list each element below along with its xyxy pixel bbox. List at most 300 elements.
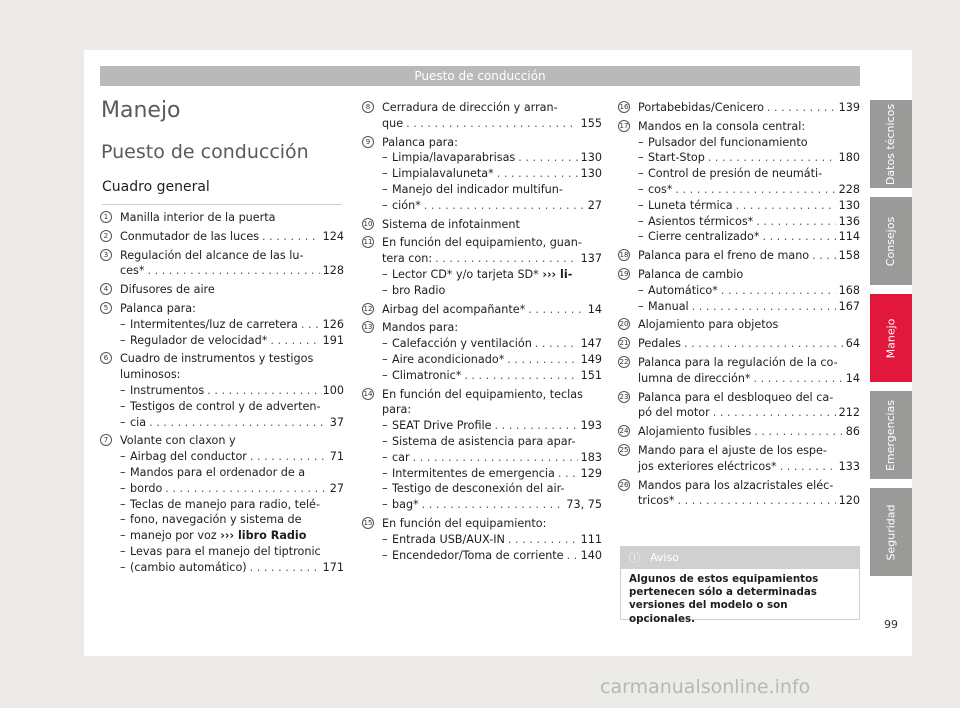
legend-text: – Manejo del indicador multifun-: [392, 182, 563, 196]
legend-text: – Entrada USB/AUX-IN: [392, 532, 505, 546]
legend-item: [100, 229, 344, 245]
legend-line: [638, 371, 860, 387]
side-tab-label: Consejos: [884, 216, 898, 266]
legend-item: [100, 282, 344, 298]
legend-subline: [382, 150, 602, 166]
legend-number: 15: [363, 518, 373, 527]
legend-subline: [382, 418, 602, 434]
legend-number: 8: [362, 101, 374, 113]
page-reference[interactable]: 130: [580, 151, 602, 165]
legend-subline: [382, 283, 602, 299]
legend-subline: [638, 182, 860, 198]
legend-line: [382, 302, 602, 318]
legend-number: 13: [363, 323, 373, 332]
page-header-bar: Puesto de conducción: [100, 66, 860, 86]
legend-number: 12: [363, 304, 373, 313]
legend-line: [638, 248, 860, 264]
legend-number: 19: [619, 269, 629, 278]
legend-text: Manilla interior de la puerta: [120, 211, 276, 224]
legend-line: [638, 390, 860, 406]
legend-item: [618, 317, 860, 333]
legend-text: que: [382, 116, 404, 130]
leader-dots: [535, 336, 578, 352]
leader-dots: [497, 166, 578, 182]
legend-text: – Cierre centralizado*: [648, 230, 760, 244]
side-tab-manejo[interactable]: [870, 294, 912, 382]
leader-dots: [149, 415, 327, 431]
side-tab-label: Seguridad: [884, 504, 898, 560]
page-reference[interactable]: 140: [580, 548, 602, 562]
legend-text: – Mandos para el ordenador de a: [130, 465, 306, 479]
legend-subline: [638, 299, 860, 315]
legend-text: En función del equipamiento, guan-: [382, 236, 582, 250]
page-reference[interactable]: 124: [322, 229, 344, 243]
legend-number: 2: [100, 230, 112, 242]
leader-dots: [301, 317, 320, 333]
page-reference[interactable]: 191: [322, 333, 344, 347]
page-reference[interactable]: 73, 75: [566, 498, 602, 512]
legend-item: [618, 390, 860, 422]
chapter-title: Manejo: [101, 98, 181, 123]
legend-text: – Automático*: [648, 283, 718, 297]
info-icon: ⓘ: [629, 551, 640, 564]
legend-item: [618, 443, 860, 475]
leader-dots: [518, 150, 577, 166]
page-reference[interactable]: 136: [838, 214, 860, 228]
legend-text: – bag*: [392, 498, 419, 512]
leader-dots: [678, 493, 836, 509]
legend-text: Palanca para:: [382, 135, 458, 149]
legend-line: [638, 267, 860, 283]
legend-subline: [120, 528, 344, 544]
legend-text: – Aire acondicionado*: [392, 352, 505, 366]
legend-subline: [120, 399, 344, 415]
legend-subline: [638, 214, 860, 230]
legend-text: – bro Radio: [392, 283, 446, 297]
legend-text: – Calefacción y ventilación: [392, 337, 532, 351]
legend-number: 3: [100, 249, 112, 261]
leader-dots: [767, 100, 836, 116]
legend-text: Volante con claxon y: [120, 434, 236, 448]
legend-text: Cuadro de instrumentos y testigos: [120, 352, 314, 366]
legend-line: [638, 493, 860, 509]
legend-item: [618, 478, 860, 510]
legend-text: – cos*: [648, 182, 673, 196]
legend-subline: [120, 512, 344, 528]
legend-item: [362, 387, 602, 513]
leader-dots: [780, 459, 836, 475]
page-reference[interactable]: 14: [845, 371, 860, 385]
legend-number: 20: [619, 320, 629, 329]
legend-number: 6: [100, 352, 112, 364]
page-reference[interactable]: 193: [580, 419, 602, 433]
legend-column-3: [618, 100, 860, 512]
page-reference[interactable]: 71: [329, 450, 344, 464]
legend-subline: [382, 352, 602, 368]
leader-dots: [756, 214, 835, 230]
subsection-title: Cuadro general: [102, 179, 210, 195]
legend-item: [362, 217, 602, 233]
legend-line: [382, 135, 602, 151]
leader-dots: [507, 352, 577, 368]
legend-number: 22: [619, 357, 629, 366]
legend-item: [100, 351, 344, 430]
legend-text: jos exteriores eléctricos*: [638, 459, 777, 473]
leader-dots: [508, 532, 578, 548]
legend-text: – Start-Stop: [648, 151, 705, 165]
legend-number: 24: [619, 427, 629, 436]
legend-text: Palanca de cambio: [638, 267, 744, 281]
legend-text: tricos*: [638, 494, 675, 508]
legend-subline: [120, 560, 344, 576]
legend-text: Alojamiento para objetos: [638, 318, 779, 332]
legend-column-2: [362, 100, 602, 566]
legend-subline: [382, 267, 602, 283]
legend-line: [382, 387, 602, 403]
legend-subline: [382, 466, 602, 482]
page-reference[interactable]: 147: [580, 337, 602, 351]
legend-number: 17: [619, 121, 629, 130]
legend-text: Difusores de aire: [120, 283, 215, 297]
legend-number: 16: [619, 103, 629, 111]
legend-number: 26: [619, 480, 629, 489]
legend-text: – Lector CD* y/o tarjeta SD* ››› li-: [392, 267, 573, 281]
subsection-rule: [102, 204, 342, 205]
legend-text: – Limpialavaluneta*: [392, 167, 494, 181]
legend-item: [362, 302, 602, 318]
legend-line: [382, 235, 602, 251]
legend-text: – ción*: [392, 198, 421, 212]
leader-dots: [413, 450, 578, 466]
legend-text: – Instrumentos: [130, 383, 205, 397]
legend-subline: [120, 333, 344, 349]
page-reference[interactable]: 171: [322, 560, 344, 574]
leader-dots: [147, 263, 319, 279]
legend-subline: [120, 497, 344, 513]
legend-text: – cia: [130, 415, 147, 429]
legend-item: [618, 119, 860, 245]
notice-body: Algunos de estos equipamientos pertenecen sólo a determinadas versiones del modelo o son opcionales.: [629, 573, 819, 625]
leader-dots: [736, 198, 836, 214]
legend-text: – Testigos de control y de adverten-: [130, 399, 321, 413]
legend-text: En función del equipamiento, teclas: [382, 387, 583, 401]
legend-line: [382, 320, 602, 336]
legend-subline: [382, 166, 602, 182]
legend-item: [618, 355, 860, 387]
page-reference[interactable]: 128: [322, 264, 344, 278]
legend-text: Mandos en la consola central:: [638, 119, 806, 133]
legend-text: En función del equipamiento:: [382, 516, 547, 530]
legend-text: Conmutador de las luces: [120, 229, 260, 243]
legend-text: – Limpia/lavaparabrisas: [392, 151, 516, 165]
legend-subline: [382, 481, 602, 497]
legend-item: [618, 100, 860, 116]
leader-dots: [406, 116, 578, 132]
legend-text: – Manual: [648, 299, 689, 313]
page-reference[interactable]: 139: [838, 101, 860, 114]
leader-dots: [558, 466, 578, 482]
legend-line: [382, 516, 602, 532]
legend-number: 14: [363, 389, 373, 398]
legend-text: Sistema de infotainment: [382, 217, 520, 231]
legend-line: [638, 459, 860, 475]
legend-subline: [638, 283, 860, 299]
legend-number: 21: [619, 339, 629, 348]
legend-text: – Climatronic*: [392, 368, 462, 382]
legend-number: 7: [100, 434, 112, 446]
legend-text: Mandos para:: [382, 321, 459, 335]
legend-number: 25: [619, 445, 629, 454]
notice-title: Aviso: [650, 551, 679, 564]
legend-text: tera con:: [382, 252, 433, 266]
leader-dots: [435, 251, 578, 267]
legend-subline: [382, 497, 602, 513]
legend-subline: [638, 229, 860, 245]
legend-line: [120, 229, 344, 245]
legend-number: 5: [100, 302, 112, 314]
legend-line: [638, 424, 860, 440]
leader-dots: [270, 333, 319, 349]
legend-item: [362, 135, 602, 214]
legend-text: – Testigo de desconexión del air-: [392, 482, 565, 496]
legend-text: lumna de dirección*: [638, 371, 751, 385]
legend-subline: [638, 135, 860, 151]
side-tab-consejos[interactable]: [870, 197, 912, 285]
legend-number: 9: [362, 136, 374, 148]
legend-column-1: [100, 210, 344, 579]
page-reference[interactable]: 155: [580, 116, 602, 130]
side-tab-emergencias[interactable]: [870, 391, 912, 479]
legend-line: [382, 116, 602, 132]
legend-item: [618, 336, 860, 352]
legend-line: [120, 210, 344, 226]
legend-text: pó del motor: [638, 406, 710, 420]
legend-text: Pedales: [638, 337, 682, 351]
legend-text: Mandos para los alzacristales eléc-: [638, 478, 834, 492]
legend-line: [638, 405, 860, 421]
leader-dots: [495, 418, 578, 434]
leader-dots: [528, 302, 585, 318]
legend-subline: [120, 481, 344, 497]
legend-text: luminosos:: [120, 368, 181, 382]
legend-number: 23: [619, 392, 629, 401]
legend-line: [638, 355, 860, 371]
legend-item: [618, 267, 860, 314]
legend-subline: [120, 449, 344, 465]
page-reference[interactable]: 129: [580, 466, 602, 480]
legend-text: para:: [382, 403, 412, 417]
legend-subline: [382, 198, 602, 214]
legend-item: [100, 301, 344, 348]
legend-line: [120, 301, 344, 317]
legend-item: [618, 248, 860, 264]
side-tab-label: Manejo: [884, 318, 898, 358]
legend-subline: [120, 544, 344, 560]
legend-text: – Levas para el manejo del tiptronic: [130, 544, 321, 558]
legend-text: ces*: [120, 264, 145, 278]
legend-line: [382, 251, 602, 267]
page-reference[interactable]: 183: [580, 450, 602, 464]
page-reference[interactable]: 114: [838, 230, 860, 244]
side-tab-label: Emergencias: [884, 399, 898, 471]
page-reference[interactable]: 228: [838, 182, 860, 196]
legend-item: [100, 210, 344, 226]
legend-subline: [120, 465, 344, 481]
legend-subline: [382, 450, 602, 466]
legend-text: – Airbag del conductor: [130, 450, 247, 464]
legend-subline: [382, 434, 602, 450]
legend-text: – Pulsador del funcionamiento: [648, 135, 808, 149]
legend-subline: [120, 415, 344, 431]
leader-dots: [207, 383, 319, 399]
page-reference[interactable]: 167: [838, 299, 860, 313]
legend-text: – fono, navegación y sistema de: [130, 513, 302, 527]
page-reference[interactable]: 212: [838, 406, 860, 420]
page-reference[interactable]: 86: [845, 425, 860, 439]
page-reference[interactable]: 158: [838, 249, 860, 263]
leader-dots: [464, 368, 577, 384]
legend-item: [362, 516, 602, 563]
notice-box: [620, 546, 860, 625]
legend-text: – Control de presión de neumáti-: [648, 167, 823, 181]
legend-line: [120, 263, 344, 279]
page-reference[interactable]: 133: [838, 459, 860, 473]
legend-subline: [382, 368, 602, 384]
section-title: Puesto de conducción: [101, 141, 309, 163]
legend-subline: [382, 532, 602, 548]
legend-number: 4: [100, 283, 112, 295]
legend-text: Palanca para la regulación de la co-: [638, 355, 838, 369]
legend-text: Palanca para:: [120, 301, 196, 315]
leader-dots: [165, 481, 326, 497]
legend-subline: [382, 336, 602, 352]
legend-line: [638, 119, 860, 135]
page-reference[interactable]: 151: [580, 368, 602, 382]
legend-text: – Encendedor/Toma de corriente: [392, 548, 564, 562]
legend-text: – bordo: [130, 481, 163, 495]
legend-line: [382, 100, 602, 116]
page-reference[interactable]: 14: [587, 302, 602, 316]
notice-header: [621, 547, 859, 569]
page-reference[interactable]: 120: [838, 494, 860, 508]
legend-line: [120, 248, 344, 264]
legend-subline: [638, 166, 860, 182]
legend-text: – manejo por voz ››› libro Radio: [130, 529, 307, 543]
side-tab-seguridad[interactable]: [870, 488, 912, 576]
legend-text: Airbag del acompañante*: [382, 302, 526, 316]
legend-line: [120, 433, 344, 449]
legend-line: [638, 100, 860, 116]
legend-text: – Intermitentes de emergencia: [392, 466, 555, 480]
page-reference[interactable]: 180: [838, 151, 860, 165]
page-reference[interactable]: 111: [580, 532, 602, 546]
leader-dots: [684, 336, 843, 352]
legend-text: Alojamiento fusibles: [638, 425, 752, 439]
leader-dots: [250, 449, 327, 465]
leader-dots: [692, 299, 836, 315]
leader-dots: [812, 248, 836, 264]
legend-text: – Intermitentes/luz de carretera: [130, 317, 298, 331]
legend-item: [362, 235, 602, 298]
legend-line: [638, 317, 860, 333]
legend-line: [638, 443, 860, 459]
page-reference[interactable]: 64: [845, 337, 860, 351]
legend-number: 11: [363, 238, 373, 247]
page-reference[interactable]: 27: [329, 481, 344, 495]
legend-text: Portabebidas/Cenicero: [638, 101, 764, 114]
legend-item: [100, 433, 344, 575]
legend-text: – (cambio automático): [130, 560, 247, 574]
page-reference[interactable]: 126: [322, 317, 344, 331]
leader-dots: [713, 405, 836, 421]
legend-text: Cerradura de dirección y arran-: [382, 101, 558, 114]
legend-text: Palanca para el freno de mano: [638, 249, 810, 263]
legend-number: 18: [619, 251, 629, 260]
legend-line: [638, 478, 860, 494]
legend-subline: [382, 548, 602, 564]
page-reference[interactable]: 27: [587, 198, 602, 212]
legend-item: [618, 424, 860, 440]
page-reference[interactable]: 37: [329, 415, 344, 429]
legend-subline: [120, 383, 344, 399]
leader-dots: [708, 150, 836, 166]
side-tab-datos-tecnicos[interactable]: [870, 100, 912, 188]
legend-subline: [638, 198, 860, 214]
legend-number: 1: [100, 211, 112, 223]
legend-text: Mando para el ajuste de los espe-: [638, 443, 827, 457]
legend-text: Regulación del alcance de las lu-: [120, 248, 304, 262]
leader-dots: [721, 283, 836, 299]
watermark: carmanualsonline.info: [600, 676, 811, 698]
legend-text: – Luneta térmica: [648, 198, 733, 212]
side-tab-label: Datos técnicos: [884, 103, 898, 185]
leader-dots: [422, 497, 564, 513]
legend-line: [382, 402, 602, 418]
legend-text: – Asientos térmicos*: [648, 214, 754, 228]
page-reference[interactable]: 168: [838, 283, 860, 297]
leader-dots: [754, 424, 843, 440]
legend-subline: [382, 182, 602, 198]
legend-subline: [120, 317, 344, 333]
page-reference[interactable]: 130: [838, 198, 860, 212]
leader-dots: [424, 198, 585, 214]
page-reference[interactable]: 100: [322, 383, 344, 397]
legend-line: [382, 217, 602, 233]
page-reference[interactable]: 149: [580, 352, 602, 366]
legend-text: – car: [392, 450, 410, 464]
legend-text: – SEAT Drive Profile: [392, 419, 492, 433]
leader-dots: [675, 182, 835, 198]
legend-text: – Teclas de manejo para radio, telé-: [130, 497, 320, 511]
legend-item: [362, 100, 602, 132]
legend-item: [362, 320, 602, 383]
legend-line: [120, 367, 344, 383]
legend-line: [638, 336, 860, 352]
leader-dots: [762, 229, 835, 245]
legend-line: [120, 282, 344, 298]
legend-line: [120, 351, 344, 367]
leader-dots: [754, 371, 843, 387]
leader-dots: [250, 560, 320, 576]
page-reference[interactable]: 130: [580, 167, 602, 181]
leader-dots: [262, 229, 320, 245]
legend-text: – Sistema de asistencia para apar-: [392, 434, 576, 448]
legend-subline: [638, 150, 860, 166]
page-reference[interactable]: 137: [580, 252, 602, 266]
legend-text: – Regulador de velocidad*: [130, 333, 268, 347]
legend-text: Palanca para el desbloqueo del ca-: [638, 390, 834, 404]
legend-number: 10: [363, 219, 373, 228]
